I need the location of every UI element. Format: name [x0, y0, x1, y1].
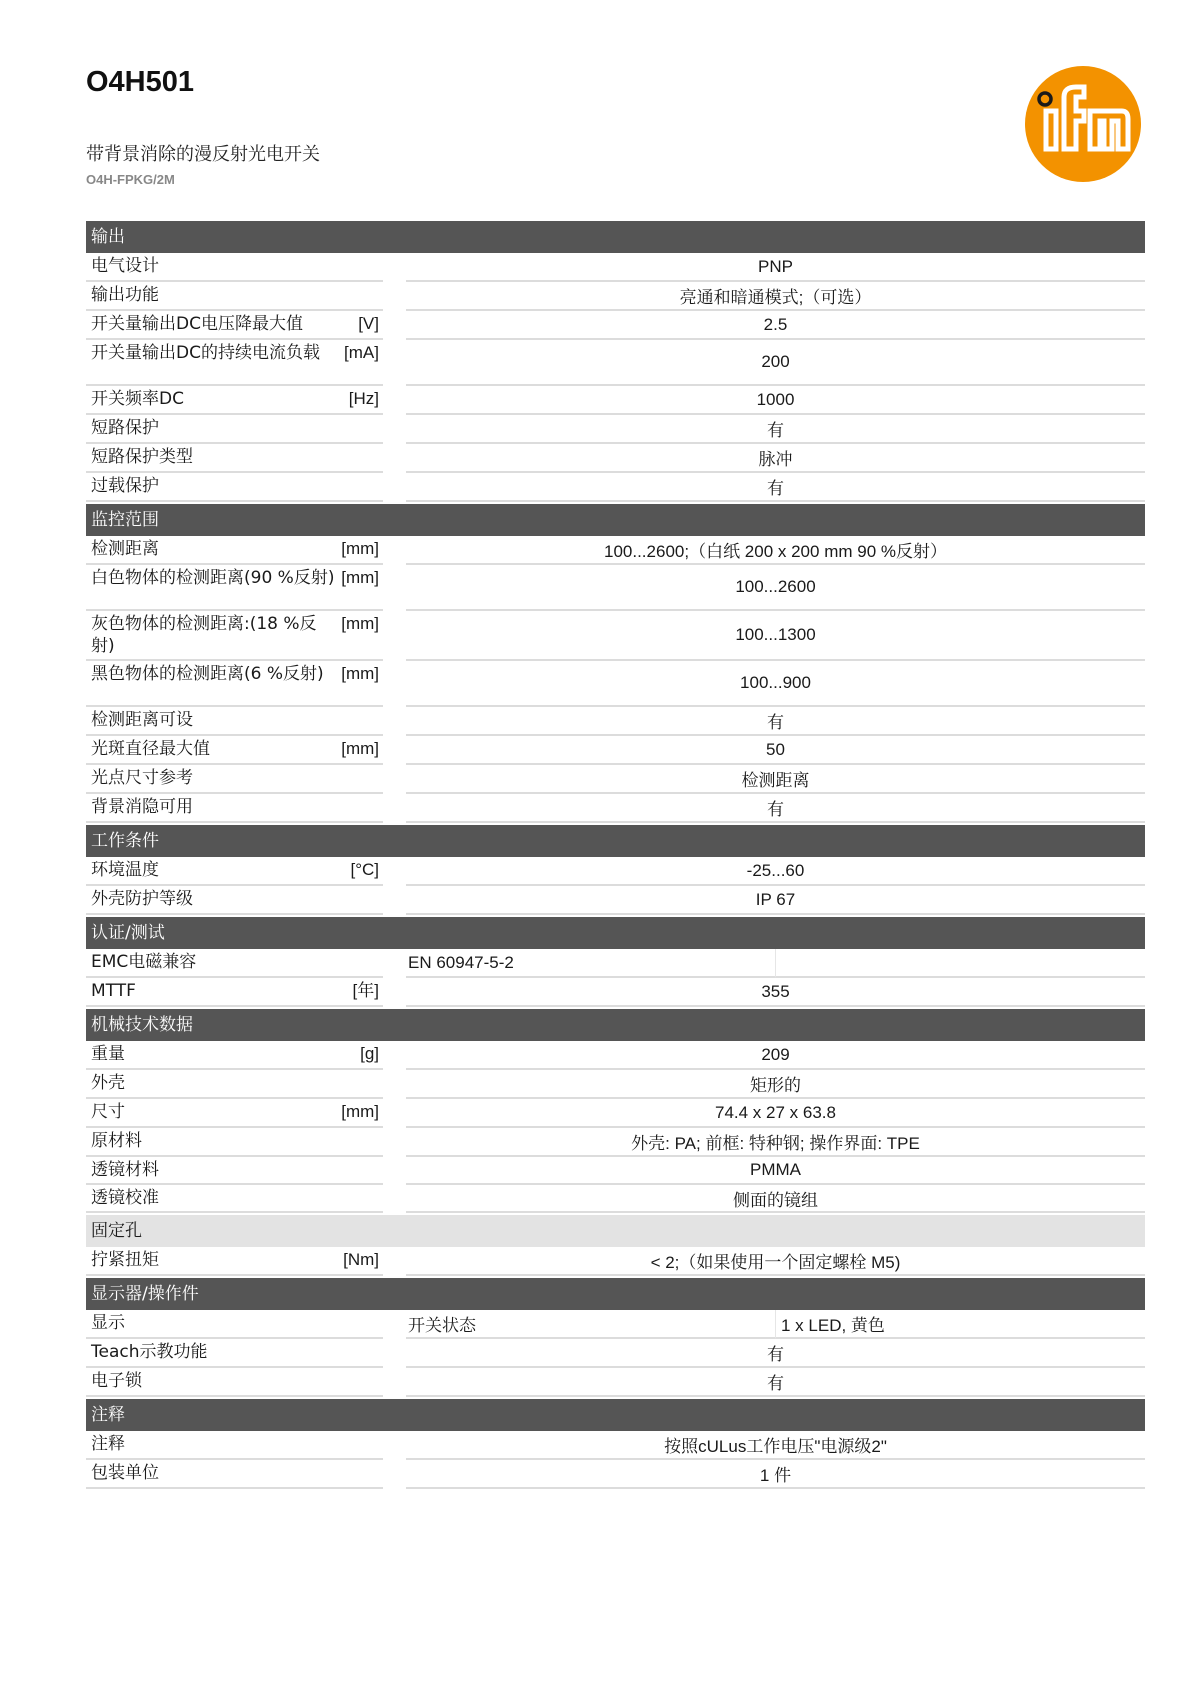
- spec-label-cell: [86, 794, 383, 823]
- spec-label: 过载保护: [91, 476, 159, 496]
- spec-label: 黑色物体的检测距离(6 %反射): [91, 664, 324, 684]
- spec-label: 外壳: [91, 1073, 125, 1093]
- spec-value: 50: [406, 736, 1145, 765]
- spec-label-cell: [86, 661, 383, 707]
- spec-row: [86, 794, 1145, 823]
- spec-row: [86, 565, 1145, 611]
- spec-label-cell: [86, 1247, 383, 1276]
- spec-value: -25...60: [406, 857, 1145, 886]
- spec-value: 开关状态: [406, 1310, 776, 1339]
- spec-label-cell: [86, 1431, 383, 1460]
- spec-unit: [g]: [360, 1044, 379, 1063]
- spec-label-cell: [86, 1310, 383, 1339]
- spec-value: 355: [406, 978, 1145, 1007]
- spec-row: [86, 1247, 1145, 1276]
- spec-label: Teach示教功能: [91, 1342, 208, 1362]
- ifm-logo: [1024, 65, 1142, 183]
- spec-label: 重量: [91, 1044, 125, 1064]
- spec-label-cell: [86, 415, 383, 444]
- product-subtitle: 带背景消除的漫反射光电开关: [86, 144, 320, 165]
- spec-unit: [mm]: [341, 1102, 379, 1121]
- spec-value: 100...900: [406, 661, 1145, 707]
- spec-value: 209: [406, 1041, 1145, 1070]
- spec-label: 检测距离可设: [91, 710, 193, 730]
- spec-value: 74.4 x 27 x 63.8: [406, 1099, 1145, 1128]
- spec-label-cell: [86, 386, 383, 415]
- spec-label: 短路保护: [91, 418, 159, 438]
- spec-row: [86, 1128, 1145, 1157]
- spec-unit: [mm]: [341, 539, 379, 558]
- spec-row: [86, 1368, 1145, 1397]
- spec-label-cell: [86, 253, 383, 282]
- spec-label: 光点尺寸参考: [91, 768, 193, 788]
- spec-label-cell: [86, 282, 383, 311]
- spec-label: 检测距离: [91, 539, 159, 559]
- spec-value: 有: [406, 794, 1145, 823]
- product-code: O4H-FPKG/2M: [86, 172, 175, 187]
- spec-label-cell: [86, 978, 383, 1007]
- spec-label: 原材料: [91, 1131, 142, 1151]
- spec-label: 显示: [91, 1313, 125, 1333]
- spec-label: EMC电磁兼容: [91, 952, 197, 972]
- section-header: 输出: [86, 221, 1145, 253]
- spec-row: [86, 1431, 1145, 1460]
- spec-row: [86, 886, 1145, 915]
- spec-row: [86, 707, 1145, 736]
- spec-label: 外壳防护等级: [91, 889, 193, 909]
- section-header: 显示器/操作件: [86, 1278, 1145, 1310]
- spec-label: 注释: [91, 1434, 125, 1454]
- spec-label-cell: [86, 1368, 383, 1397]
- spec-label-cell: [86, 340, 383, 386]
- spec-row: [86, 1157, 1145, 1185]
- spec-row: [86, 1099, 1145, 1128]
- spec-label-cell: [86, 611, 383, 661]
- section-header: 注释: [86, 1399, 1145, 1431]
- spec-label: 拧紧扭矩: [91, 1250, 159, 1270]
- spec-unit: [mA]: [344, 343, 379, 362]
- spec-label: 包装单位: [91, 1463, 159, 1483]
- spec-label-cell: [86, 1185, 383, 1213]
- spec-label: 开关量输出DC电压降最大值: [91, 314, 303, 334]
- spec-value: 有: [406, 707, 1145, 736]
- spec-row: [86, 1460, 1145, 1489]
- spec-value: 2.5: [406, 311, 1145, 340]
- spec-label-cell: [86, 1070, 383, 1099]
- spec-label: 输出功能: [91, 285, 159, 305]
- spec-value: 100...1300: [406, 611, 1145, 661]
- logo-circle: [1025, 66, 1141, 182]
- spec-value-secondary: [776, 949, 1145, 978]
- spec-row: [86, 949, 1145, 978]
- section-header: 监控范围: [86, 504, 1145, 536]
- spec-row: [86, 444, 1145, 473]
- spec-label-cell: [86, 1099, 383, 1128]
- spec-label-cell: [86, 1460, 383, 1489]
- spec-label-cell: [86, 1128, 383, 1157]
- spec-value: 侧面的镜组: [406, 1185, 1145, 1213]
- spec-label-cell: [86, 736, 383, 765]
- spec-value: 矩形的: [406, 1070, 1145, 1099]
- spec-label-cell: [86, 1157, 383, 1185]
- spec-unit: [°C]: [350, 860, 379, 879]
- spec-value: 1 件: [406, 1460, 1145, 1489]
- spec-value: 200: [406, 340, 1145, 386]
- spec-unit: [mm]: [341, 739, 379, 758]
- spec-value: 亮通和暗通模式;（可选）: [406, 282, 1145, 311]
- section-header: 认证/测试: [86, 917, 1145, 949]
- spec-label-cell: [86, 707, 383, 736]
- product-title: O4H501: [86, 66, 195, 98]
- spec-row: [86, 1339, 1145, 1368]
- spec-row: [86, 282, 1145, 311]
- spec-label: 背景消隐可用: [91, 797, 193, 817]
- spec-label-cell: [86, 949, 383, 978]
- spec-row: [86, 340, 1145, 386]
- spec-label: 光斑直径最大值: [91, 739, 210, 759]
- spec-unit: [年]: [352, 981, 379, 1000]
- spec-row: [86, 1070, 1145, 1099]
- spec-row: [86, 1310, 1145, 1339]
- spec-label-cell: [86, 473, 383, 502]
- spec-label-cell: [86, 765, 383, 794]
- spec-row: [86, 661, 1145, 707]
- spec-label-cell: [86, 857, 383, 886]
- spec-label-cell: [86, 565, 383, 611]
- spec-row: [86, 386, 1145, 415]
- section-header: 固定孔: [86, 1215, 1145, 1247]
- spec-row: [86, 611, 1145, 661]
- spec-value: PMMA: [406, 1157, 1145, 1185]
- spec-unit: [mm]: [341, 614, 379, 633]
- spec-row: [86, 765, 1145, 794]
- spec-value: 100...2600;（白纸 200 x 200 mm 90 %反射）: [406, 536, 1145, 565]
- spec-value: 1000: [406, 386, 1145, 415]
- spec-row: [86, 1041, 1145, 1070]
- spec-row: [86, 473, 1145, 502]
- section-header: 工作条件: [86, 825, 1145, 857]
- section-header: 机械技术数据: [86, 1009, 1145, 1041]
- spec-sections: [86, 219, 1145, 1489]
- spec-label: 电气设计: [91, 256, 159, 276]
- spec-label: 开关频率DC: [91, 389, 184, 409]
- spec-value: < 2;（如果使用一个固定螺栓 M5): [406, 1247, 1145, 1276]
- spec-value: 外壳: PA; 前框: 特种钢; 操作界面: TPE: [406, 1128, 1145, 1157]
- spec-value: 按照cULus工作电压ʺ电源级2": [406, 1431, 1145, 1460]
- spec-label-cell: [86, 1339, 383, 1368]
- spec-value: 检测距离: [406, 765, 1145, 794]
- spec-label: 尺寸: [91, 1102, 125, 1122]
- spec-value: 有: [406, 415, 1145, 444]
- spec-row: [86, 253, 1145, 282]
- spec-value: 有: [406, 473, 1145, 502]
- spec-label-cell: [86, 311, 383, 340]
- spec-label: 白色物体的检测距离(90 %反射): [91, 568, 335, 588]
- spec-value: 有: [406, 1339, 1145, 1368]
- spec-value: 100...2600: [406, 565, 1145, 611]
- spec-label-cell: [86, 886, 383, 915]
- spec-label: 短路保护类型: [91, 447, 193, 467]
- spec-value: EN 60947-5-2: [406, 949, 776, 978]
- spec-unit: [V]: [358, 314, 379, 333]
- spec-unit: [Nm]: [343, 1250, 379, 1269]
- spec-label-cell: [86, 1041, 383, 1070]
- spec-label: 开关量输出DC的持续电流负载: [91, 343, 320, 363]
- spec-label: 电子锁: [91, 1371, 142, 1391]
- spec-value-secondary: 1 x LED, 黄色: [776, 1310, 1145, 1339]
- spec-value: 脉冲: [406, 444, 1145, 473]
- spec-row: [86, 536, 1145, 565]
- spec-row: [86, 1185, 1145, 1213]
- spec-label: MTTF: [91, 981, 136, 1001]
- spec-value: PNP: [406, 253, 1145, 282]
- spec-row: [86, 311, 1145, 340]
- spec-row: [86, 736, 1145, 765]
- spec-label-cell: [86, 444, 383, 473]
- spec-unit: [mm]: [341, 568, 379, 587]
- spec-row: [86, 857, 1145, 886]
- spec-value: 有: [406, 1368, 1145, 1397]
- spec-unit: [mm]: [341, 664, 379, 683]
- spec-label: 环境温度: [91, 860, 159, 880]
- spec-label: 灰色物体的检测距离:(18 %反射): [91, 614, 317, 656]
- spec-label: 透镜校准: [91, 1188, 159, 1208]
- spec-label: 透镜材料: [91, 1160, 159, 1180]
- spec-row: [86, 415, 1145, 444]
- spec-label-cell: [86, 536, 383, 565]
- spec-row: [86, 978, 1145, 1007]
- spec-value: IP 67: [406, 886, 1145, 915]
- spec-unit: [Hz]: [348, 389, 379, 408]
